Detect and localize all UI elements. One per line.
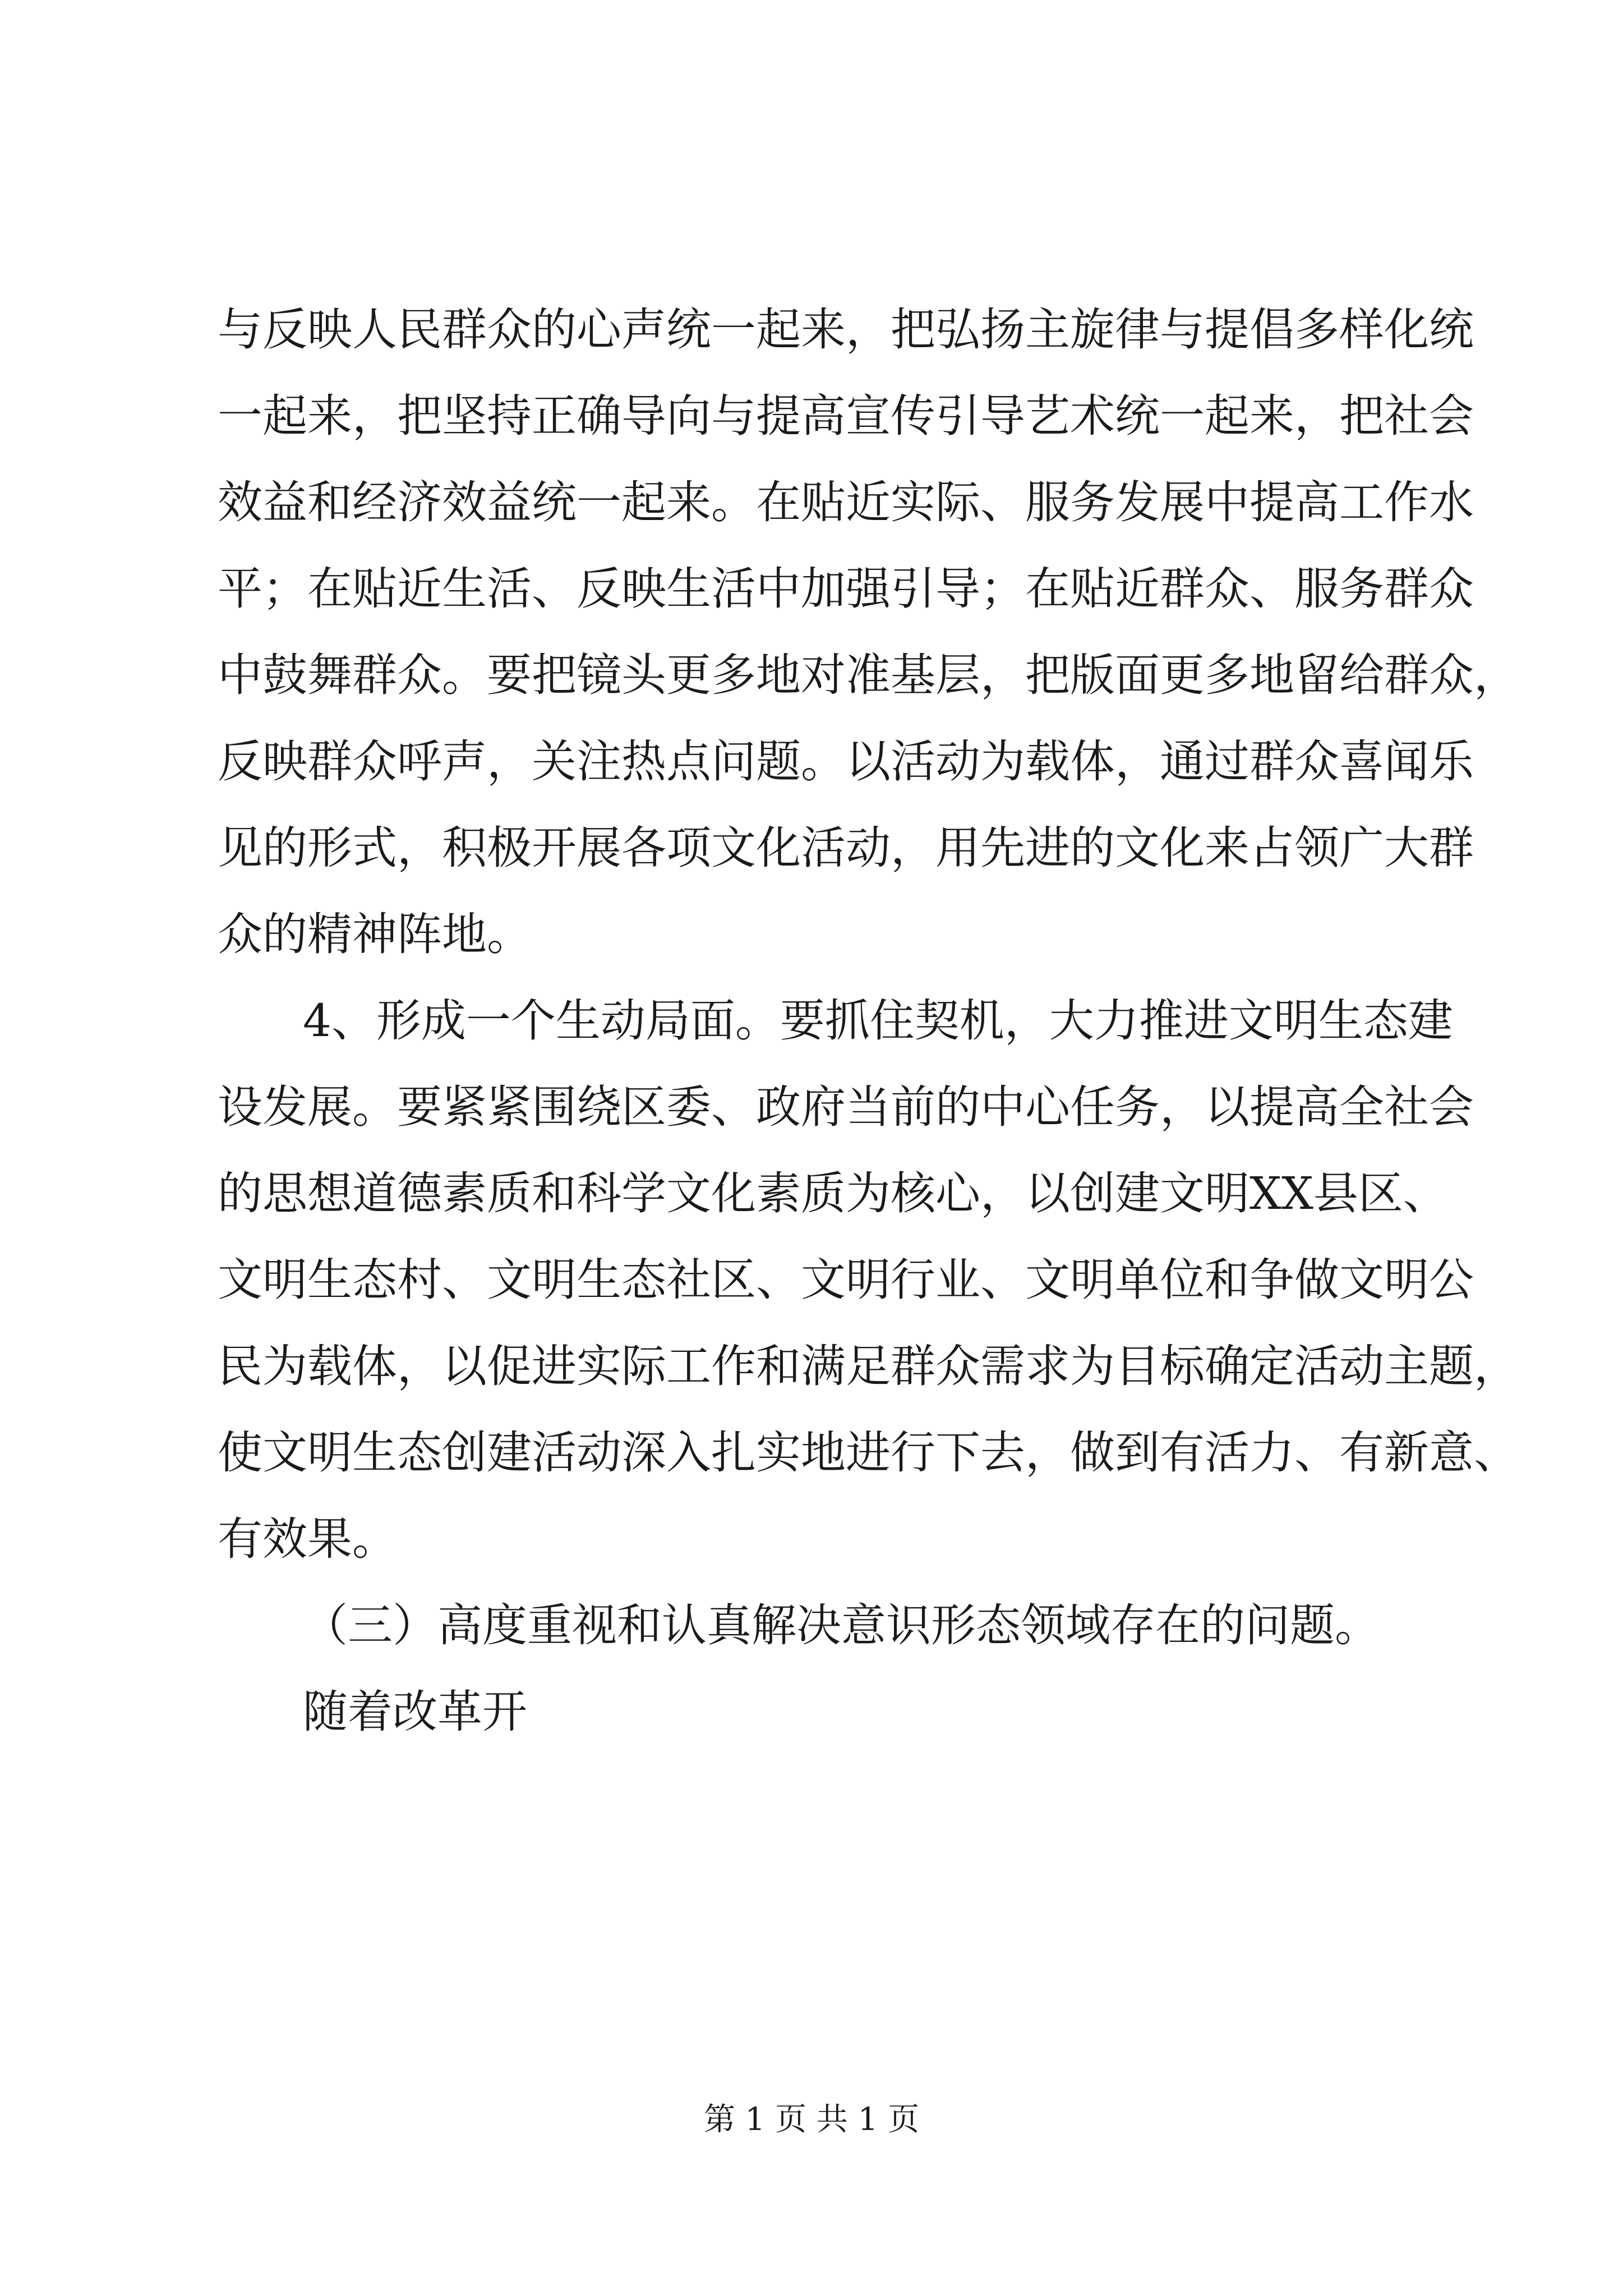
body-line: 有效果。: [218, 1513, 397, 1565]
body-line: 一起来，把坚持正确导向与提高宣传引导艺术统一起来，把社会: [218, 390, 1474, 442]
body-line: 文明生态村、文明生态社区、文明行业、文明单位和争做文明公: [218, 1254, 1474, 1306]
section-heading: （三）高度重视和认真解决意识形态领域存在的问题。: [303, 1599, 1380, 1651]
body-line: 见的形式，积极开展各项文化活动，用先进的文化来占领广大群: [218, 822, 1474, 874]
body-line: 设发展。要紧紧围绕区委、政府当前的中心任务，以提高全社会: [218, 1081, 1474, 1133]
page-footer: 第 1 页 共 1 页: [703, 2101, 920, 2138]
body-line: 反映群众呼声，关注热点问题。以活动为载体，通过群众喜闻乐: [218, 735, 1474, 788]
paragraph-4-line: 4、形成一个生动局面。要抓住契机，大力推进文明生态建: [303, 995, 1453, 1047]
body-line: 民为载体，以促进实际工作和满足群众需求为目标确定活动主题，: [218, 1340, 1519, 1392]
body-line: 众的精神阵地。: [218, 908, 532, 960]
body-line: 使文明生态创建活动深入扎实地进行下去，做到有活力、有新意、: [218, 1427, 1519, 1479]
body-line: 中鼓舞群众。要把镜头更多地对准基层，把版面更多地留给群众，: [218, 649, 1519, 701]
body-line: 与反映人民群众的心声统一起来，把弘扬主旋律与提倡多样化统: [218, 303, 1474, 356]
body-line: 平；在贴近生活、反映生活中加强引导；在贴近群众、服务群众: [218, 563, 1474, 615]
body-line: 的思想道德素质和科学文化素质为核心，以创建文明XX县区、: [218, 1167, 1448, 1220]
body-line: 效益和经济效益统一起来。在贴近实际、服务发展中提高工作水: [218, 476, 1474, 528]
body-line: 随着改革开: [303, 1686, 527, 1738]
